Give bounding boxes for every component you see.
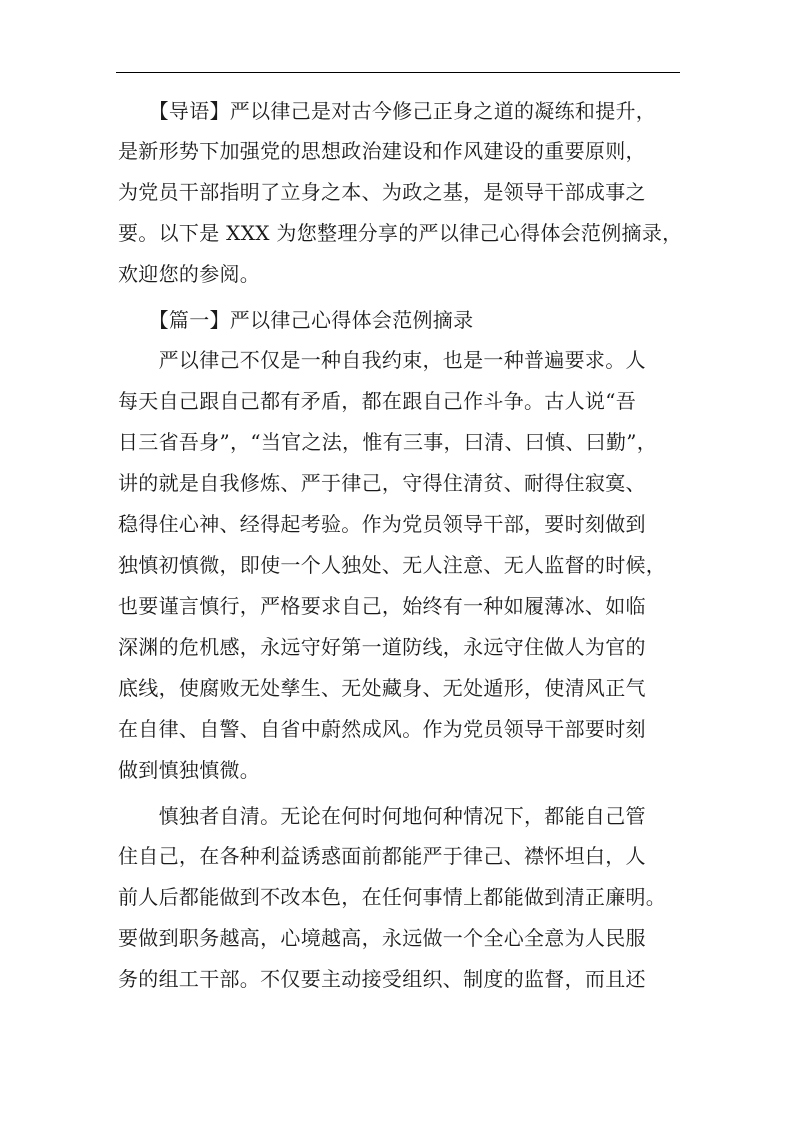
text-line: 要。以下是 XXX 为您整理分享的严以律己心得体会范例摘录， — [118, 221, 683, 245]
text-line: 前人后都能做到不改本色，在任何事情上都能做到清正廉明。 — [118, 885, 667, 909]
text-line: 讲的就是自我修炼、严于律己，守得住清贫、耐得住寂寞、 — [118, 471, 646, 495]
text-line: 慎独者自清。无论在何时何地何种情况下，都能自己管 — [118, 804, 646, 828]
text-line: 做到慎独慎微。 — [118, 758, 261, 782]
header-rule — [116, 72, 680, 73]
text-line: 欢迎您的参阅。 — [118, 262, 261, 286]
text-line: 也要谨言慎行，严格要求自己，始终有一种如履薄冰、如临 — [118, 594, 646, 618]
text-line: 每天自己跟自己都有矛盾，都在跟自己作斗争。古人说“吾 — [118, 389, 637, 413]
text-line: 日三省吾身”，“当官之法，惟有三事，曰清、曰慎、曰勤”， — [118, 430, 658, 454]
text-line: 严以律己不仅是一种自我约束，也是一种普遍要求。人 — [118, 348, 646, 372]
text-line: 是新形势下加强党的思想政治建设和作风建设的重要原则， — [118, 139, 646, 163]
text-line: 稳得住心神、经得起考验。作为党员领导干部，要时刻做到 — [118, 512, 646, 536]
text-line: 底线，使腐败无处孳生、无处藏身、无处遁形，使清风正气 — [118, 676, 646, 700]
text-line: 独慎初慎微，即使一个人独处、无人注意、无人监督的时候， — [118, 553, 667, 577]
text-line: 要做到职务越高，心境越高，永远做一个全心全意为人民服 — [118, 926, 646, 950]
text-line: 为党员干部指明了立身之本、为政之基，是领导干部成事之 — [118, 180, 646, 204]
section-heading: 【篇一】严以律己心得体会范例摘录 — [118, 308, 474, 332]
text-line: 在自律、自警、自省中蔚然成风。作为党员领导干部要时刻 — [118, 717, 646, 741]
text-line: 务的组工干部。不仅要主动接受组织、制度的监督，而且还 — [118, 967, 646, 991]
text-line: 住自己，在各种利益诱惑面前都能严于律己、襟怀坦白，人 — [118, 844, 646, 868]
text-line: 【导语】严以律己是对古今修己正身之道的凝练和提升， — [118, 99, 657, 123]
text-line: 深渊的危机感，永远守好第一道防线，永远守住做人为官的 — [118, 635, 646, 659]
